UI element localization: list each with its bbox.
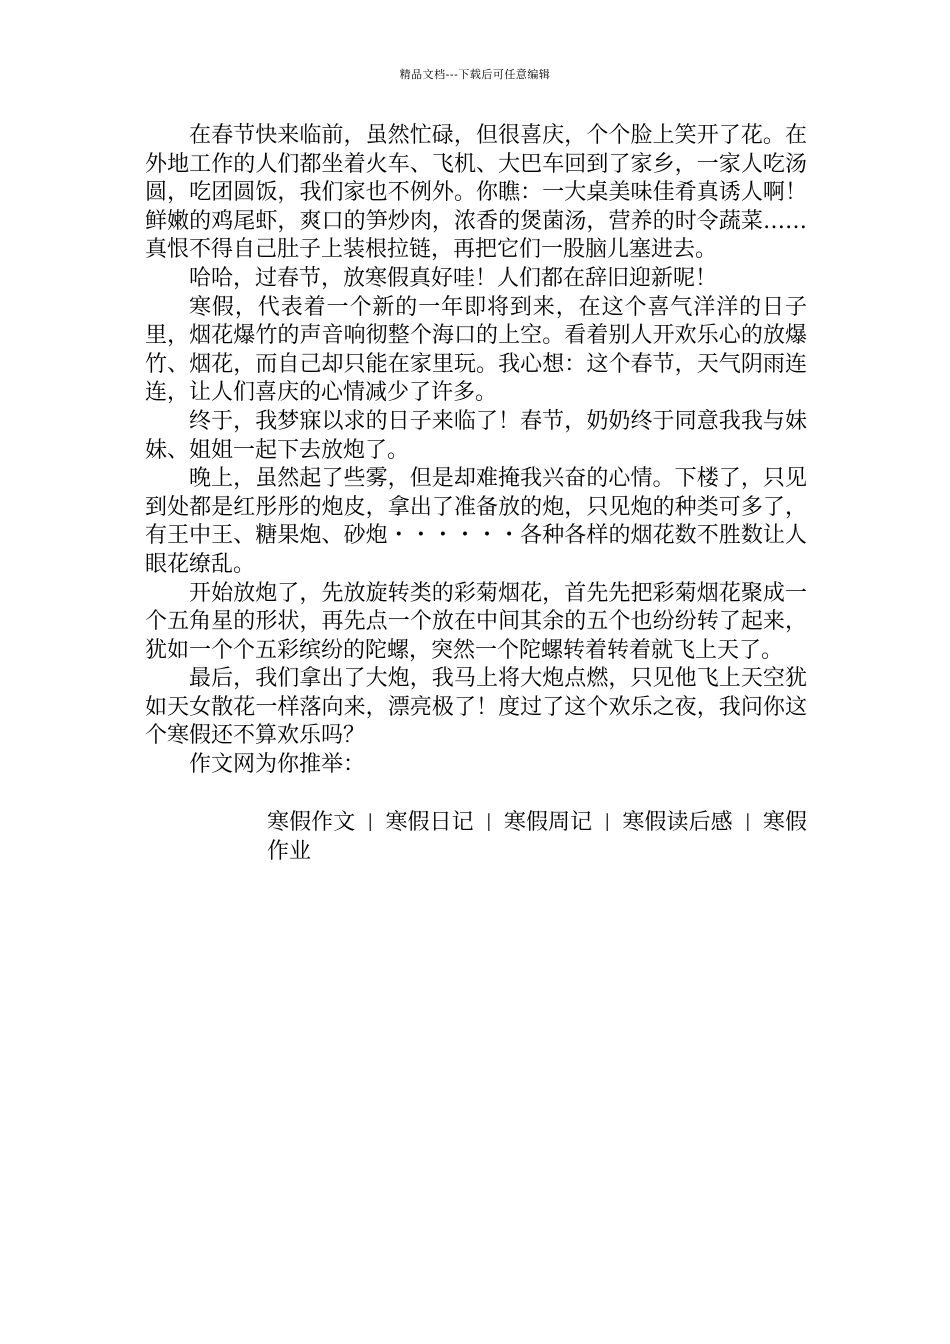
related-link-winter-review[interactable]: 寒假读后感 bbox=[622, 809, 733, 835]
paragraph: 寒假，代表着一个新的一年即将到来，在这个喜气洋洋的日子里，烟花爆竹的声音响彻整个海口的上空。看着别人开欢乐心的放爆竹、烟花，而自己却只能在家里玩。我心想：这个春节，天气阴雨连连，让人们喜庆的心情减少了许多。 bbox=[145, 294, 807, 406]
page-header: 精品文档---下载后可任意编辑 bbox=[399, 68, 551, 81]
link-separator: | bbox=[485, 810, 492, 832]
paragraph: 哈哈，过春节，放寒假真好哇！人们都在辞旧迎新呢！ bbox=[189, 265, 718, 291]
paragraph: 终于，我梦寐以求的日子来临了！春节，奶奶终于同意我我与妹妹、姐姐一起下去放炮了。 bbox=[145, 408, 807, 463]
related-link-winter-diary[interactable]: 寒假日记 bbox=[385, 809, 474, 835]
link-separator: | bbox=[367, 810, 374, 832]
related-link-winter-homework[interactable]: 寒假作业 bbox=[267, 809, 807, 865]
related-link-winter-weekly[interactable]: 寒假周记 bbox=[503, 809, 593, 835]
paragraph: 晚上，虽然起了些雾，但是却难掩我兴奋的心情。下楼了，只见到处都是红彤彤的炮皮，拿出了准备放的炮，只见炮的种类可多了，有王中王、糖果炮、砂炮・・・・・・各种各样的烟花数不胜数让人眼花缭乱。 bbox=[145, 466, 807, 577]
link-separator: | bbox=[744, 810, 751, 832]
paragraph: 在春节快来临前，虽然忙碌，但很喜庆，个个脸上笑开了花。在外地工作的人们都坐着火车、飞机、大巴车回到了家乡，一家人吃汤圆，吃团圆饭，我们家也不例外。你瞧：一大桌美味佳肴真诱人啊！鲜嫩的鸡尾虾，爽口的笋炒肉，浓香的煲菌汤，营养的时令蔬菜……真恨不得自己肚子上装根拉链，再把它们一股脑儿塞进去。 bbox=[145, 123, 807, 263]
paragraph: 最后，我们拿出了大炮，我马上将大炮点燃，只见他飞上天空犹如天女散花一样落向来，漂亮极了！度过了这个欢乐之夜，我问你这个寒假还不算欢乐吗？ bbox=[145, 666, 807, 749]
recommend-heading: 作文网为你推举： bbox=[189, 752, 366, 778]
paragraph: 开始放炮了，先放旋转类的彩菊烟花，首先先把彩菊烟花聚成一个五角星的形状，再先点一个放在中间其余的五个也纷纷转了起来，犹如一个个五彩缤纷的陀螺，突然一个陀螺转着转着就飞上天了。 bbox=[145, 580, 807, 663]
related-link-winter-essay[interactable]: 寒假作文 bbox=[267, 809, 356, 835]
link-separator: | bbox=[604, 810, 611, 832]
related-links bbox=[145, 809, 807, 867]
article-body bbox=[145, 122, 807, 867]
